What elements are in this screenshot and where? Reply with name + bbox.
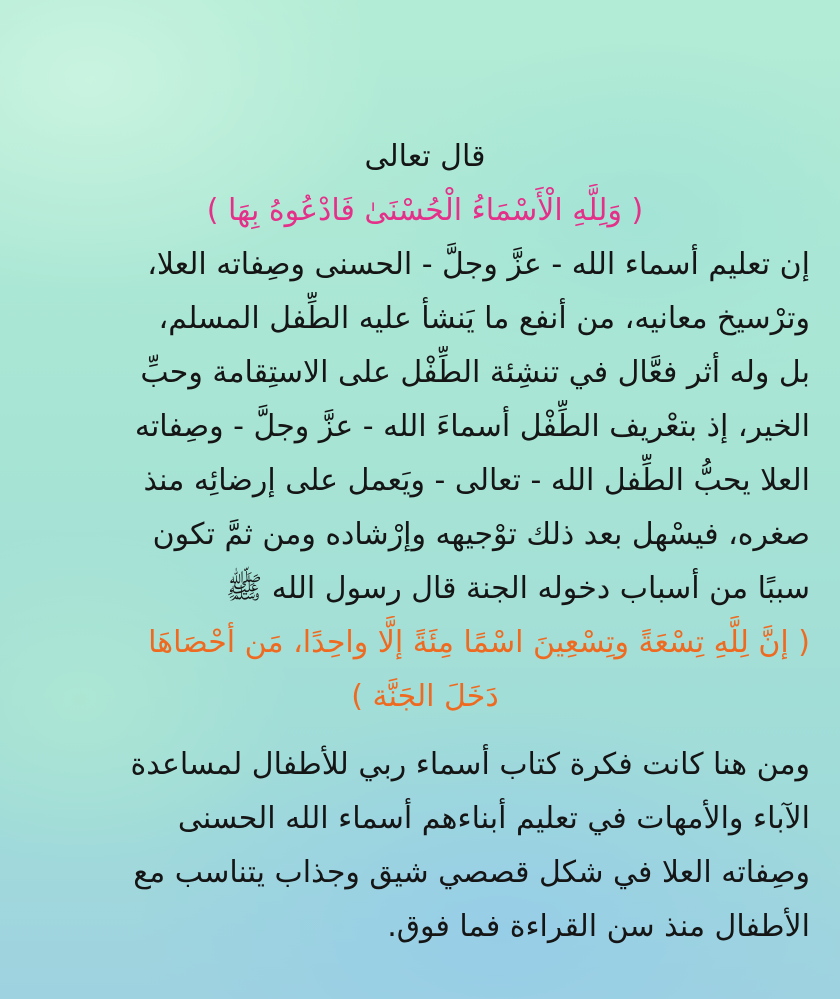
hadith-line: دَخَلَ الجَنَّة ) [351, 679, 499, 714]
paragraph-line: صغره، فيسْهل بعد ذلك توْجيهه وإرْشاده ومن ثمَّ تكون [152, 517, 810, 552]
paragraph-line: إن تعليم أسماء الله - عزَّ وجلَّ - الحسنى وصِفاته العلا، [147, 247, 810, 282]
paragraph-line: الخير، إذ بتعْريف الطِّفْل أسماءَ الله - عزَّ وجلَّ - وصِفاته [134, 409, 810, 444]
intro-paragraph [40, 238, 810, 616]
paragraph-line: وصِفاته العلا في شكل قصصي شيق وجذاب يتناسب مع [133, 855, 810, 890]
paragraph-line: سببًا من أسباب دخوله الجنة قال رسول الله ﷺ [225, 571, 810, 606]
paragraph-line: بل وله أثر فعَّال في تنشِئة الطِّفْل على الاستِقامة وحبِّ [140, 355, 810, 390]
paragraph-line: العلا يحبُّ الطِّفل الله - تعالى - ويَعمل على إرضائِه منذ [143, 463, 810, 498]
spacer [40, 724, 810, 738]
quran-verse: ( وَلِلَّهِ الْأَسْمَاءُ الْحُسْنَىٰ فَادْعُوهُ بِهَا ) [206, 193, 644, 228]
text-block [40, 130, 810, 954]
page-heading: قال تعالى [364, 139, 486, 174]
hadith-quote [40, 616, 810, 724]
paragraph-line: وترْسيخ معانيه، من أنفع ما يَنشأ عليه الطِّفل المسلم، [158, 301, 810, 336]
paragraph-line: الأطفال منذ سن القراءة فما فوق. [387, 909, 810, 944]
hadith-line: ( إنَّ لِلَّهِ تِسْعَةً وتِسْعِينَ اسْمًا مِئَةً إلَّا واحِدًا، مَن أحْصَاهَا [148, 625, 810, 660]
paragraph-line: ومن هنا كانت فكرة كتاب أسماء ربي للأطفال لمساعدة [130, 747, 810, 782]
closing-paragraph [40, 738, 810, 954]
paragraph-line: الآباء والأمهات في تعليم أبناءهم أسماء الله الحسنى [177, 801, 810, 836]
